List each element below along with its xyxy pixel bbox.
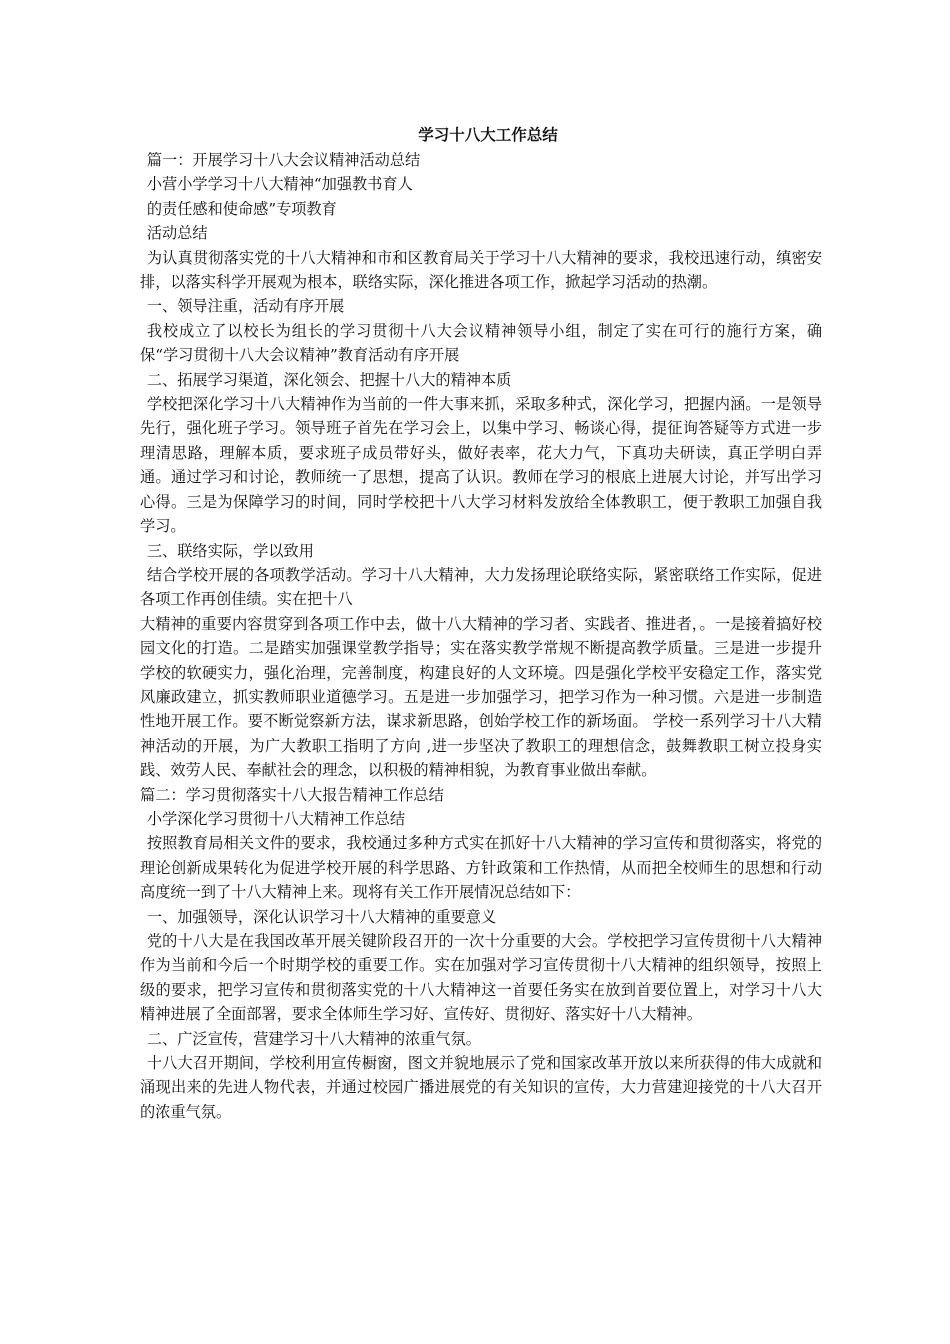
- heading-1: 一、加强领导，深化认识学习十八大精神的重要意义: [146, 907, 497, 926]
- body-paragraph: 大精神的重要内容贯穿到各项工作中去，做十八大精神的学习者、实践者、推进者，。一是接着搞好校园文化的打造。二是踏实加强课堂教学指导；实在落实教学常规不断提高教学质量。三是进一步提升学校的软硬实力，强化治理，完善制度，构建良好的人文环境。四是强化学校平安稳定工作，落实党风廉政建立，抓实教师职业道德学习。五是进一步加强学习，把学习作为一种习惯。六是进一步制造性地开展工作。要不断觉察新方法，谋求新思路，创始学校工作的新场面。 学校一系列学习十八大精神活动的开展，为广大教职工指明了方向 ,进一步坚决了教职工的理想信念，鼓舞教职工树立投身实践、效劳人民、奉献社会的理念，以积极的精神相貌，为教育事业做出奉献。: [140, 614, 822, 780]
- document-title: 学习十八大工作总结: [418, 125, 558, 144]
- section-heading-part-one: 篇一：开展学习十八大会议精神活动总结: [146, 151, 421, 169]
- body-paragraph: 结合学校开展的各项教学活动。学习十八大精神，大力发扬理论联络实际，紧密联络工作实际，促进各项工作再创佳绩。实在把十八: [140, 565, 822, 609]
- subtitle-line-1: 小营小学学习十八大精神“加强教书育人: [146, 175, 413, 194]
- heading-2: 二、广泛宣传，营建学习十八大精神的浓重气氛。: [146, 1029, 481, 1048]
- subtitle-line-2: 的责任感和使命感”专项教育: [146, 199, 337, 218]
- subtitle-line-3: 活动总结: [146, 224, 208, 243]
- body-paragraph: 党的十八大是在我国改革开展关键阶段召开的一次十分重要的大会。学校把学习宣传贯彻十八大精神作为当前和今后一个时期学校的重要工作。实在加强对学习宣传贯彻十八大精神的组织领导，按照上级的要求，把学习宣传和贯彻落实党的十八大精神这一首要任务实在放到首要位置上，对学习十八大精神进展了全面部署，要求全体师生学习好、宣传好、贯彻好、落实好十八大精神。: [140, 932, 822, 1024]
- body-paragraph: 学校把深化学习十八大精神作为当前的一件大事来抓，采取多种式，深化学习，把握内涵。一是领导先行，强化班子学习。领导班子首先在学习会上，以集中学习、畅谈心得，提征询答疑等方式进一步理清思路，理解本质，要求班子成员带好头，做好表率，花大力气，下真功夫研读，真正学明白弄通。通过学习和讨论，教师统一了思想，提高了认识。教师在学习的根底上进展大讨论，并写出学习心得。三是为保障学习的时间，同时学校把十八大学习材料发放给全体教职工，便于教职工加强自我学习。: [140, 395, 822, 536]
- body-paragraph: 我校成立了以校长为组长的学习贯彻十八大会议精神领导小组，制定了实在可行的施行方案，确保“学习贯彻十八大会议精神”教育活动有序开展: [140, 321, 822, 365]
- body-paragraph: 按照教育局相关文件的要求，我校通过多种方式实在抓好十八大精神的学习宣传和贯彻落实，将党的理论创新成果转化为促进学校开展的科学思路、方针政策和工作热情，从而把全校师生的思想和行动高度统一到了十八大精神上来。现将有关工作开展情况总结如下：: [140, 834, 822, 902]
- subtitle-line: 小学深化学习贯彻十八大精神工作总结: [146, 809, 406, 828]
- heading-1: 一、领导注重，活动有序开展: [146, 297, 345, 316]
- body-paragraph: 十八大召开期间，学校利用宣传橱窗，图文并貌地展示了党和国家改革开放以来所获得的伟大成就和涌现出来的先进人物代表，并通过校园广播进展党的有关知识的宣传，大力营建迎接党的十八大召开的浓重气氛。: [140, 1054, 822, 1121]
- section-heading-part-two: 篇二：学习贯彻落实十八大报告精神工作总结: [140, 785, 444, 804]
- heading-3: 三、联络实际，学以致用: [146, 541, 314, 560]
- heading-2: 二、拓展学习渠道，深化领会、把握十八大的精神本质: [146, 370, 512, 389]
- document-page: [140, 122, 822, 1124]
- intro-paragraph: 为认真贯彻落实党的十八大精神和市和区教育局关于学习十八大精神的要求，我校迅速行动，缜密安排，以落实科学开展观为根本，联络实际，深化推进各项工作，掀起学习活动的热潮。: [140, 248, 822, 292]
